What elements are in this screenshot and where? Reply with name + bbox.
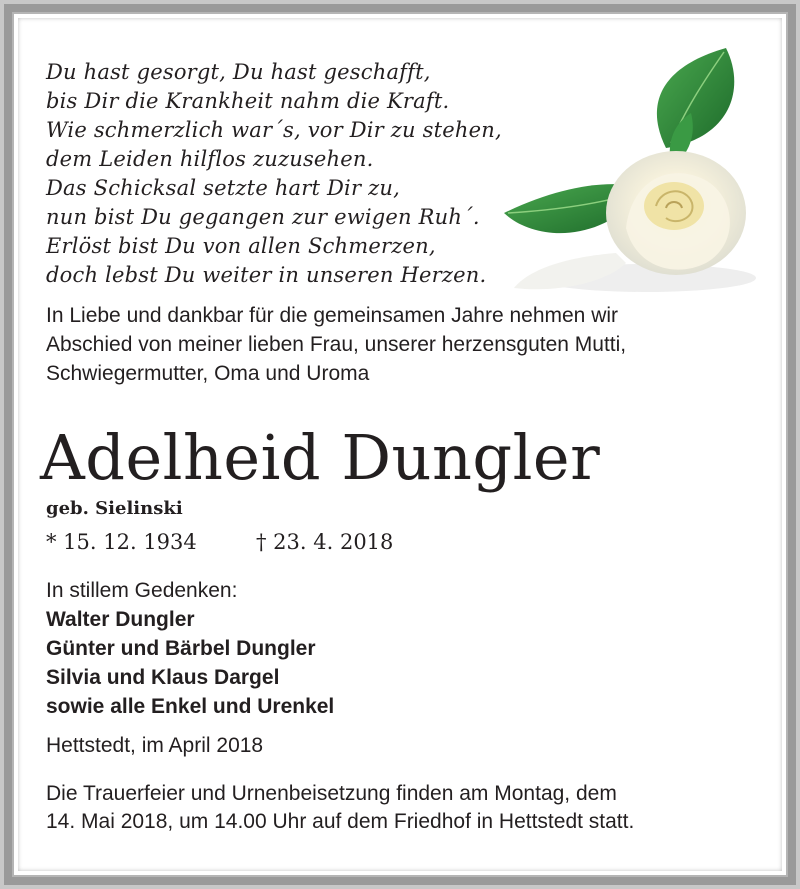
death-date: † 23. 4. 2018 — [256, 530, 394, 554]
poem-line: Erlöst bist Du von allen Schmerzen, — [46, 234, 436, 258]
poem — [46, 58, 502, 290]
poem-line: dem Leiden hilflos zuzusehen. — [46, 147, 374, 171]
obituary-card — [18, 18, 782, 871]
mourners-list — [46, 576, 334, 721]
intro-text — [46, 301, 626, 388]
life-dates — [46, 530, 394, 554]
deceased-name: Adelheid Dungler — [40, 421, 601, 494]
birth-date: * 15. 12. 1934 — [46, 530, 197, 554]
intro-line: Schwiegermutter, Oma und Uroma — [46, 362, 370, 385]
funeral-line: 14. Mai 2018, um 14.00 Uhr auf dem Friedhof in Hettstedt statt. — [46, 810, 635, 833]
mourners-heading: In stillem Gedenken: — [46, 579, 238, 602]
poem-line: Das Schicksal setzte hart Dir zu, — [46, 176, 400, 200]
poem-line: Wie schmerzlich war´s, vor Dir zu stehen, — [46, 118, 502, 142]
poem-line: doch lebst Du weiter in unseren Herzen. — [46, 263, 487, 287]
poem-line: Du hast gesorgt, Du hast geschafft, — [46, 60, 431, 84]
funeral-notice — [46, 780, 634, 836]
white-rose-image — [496, 38, 766, 308]
funeral-line: Die Trauerfeier und Urnenbeisetzung finden am Montag, dem — [46, 782, 617, 805]
mourner-name: Günter und Bärbel Dungler — [46, 637, 316, 660]
mourner-name: Silvia und Klaus Dargel — [46, 666, 280, 689]
mourner-name: sowie alle Enkel und Urenkel — [46, 695, 335, 718]
poem-line: bis Dir die Krankheit nahm die Kraft. — [46, 89, 450, 113]
poem-line: nun bist Du gegangen zur ewigen Ruh´. — [46, 205, 480, 229]
place-date: Hettstedt, im April 2018 — [46, 734, 264, 757]
intro-line: Abschied von meiner lieben Frau, unserer herzensguten Mutti, — [46, 333, 627, 356]
intro-line: In Liebe und dankbar für die gemeinsamen Jahre nehmen wir — [46, 304, 619, 327]
birth-name: geb. Sielinski — [46, 498, 183, 519]
mourner-name: Walter Dungler — [46, 608, 195, 631]
